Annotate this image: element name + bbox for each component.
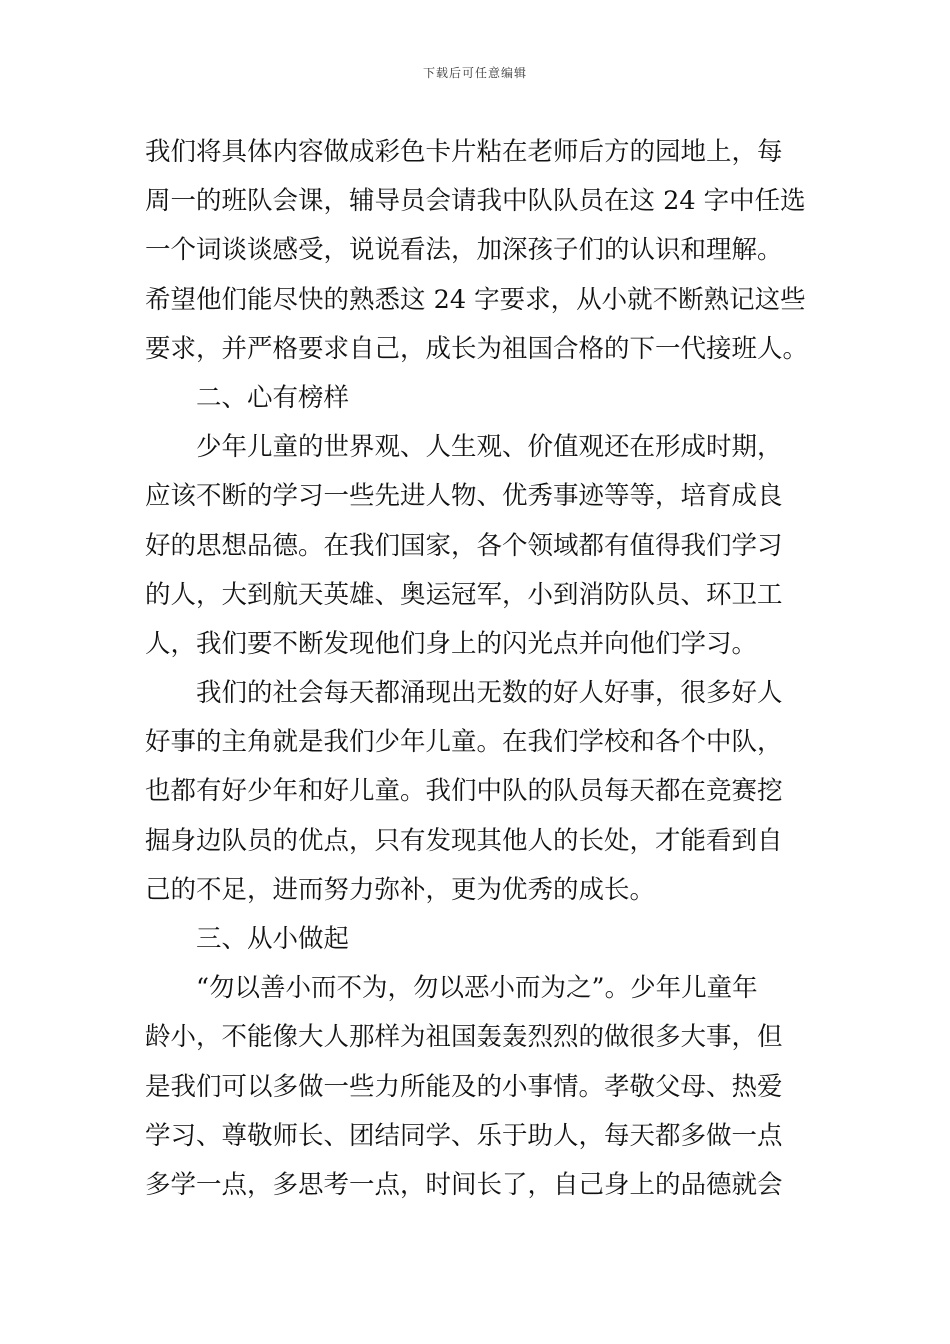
text-line: 掘身边队员的优点，只有发现其他人的长处，才能看到自 xyxy=(145,825,783,856)
text-line: 一个词谈谈感受，说说看法，加深孩子们的认识和理解。 xyxy=(145,235,783,266)
text-line: 人，我们要不断发现他们身上的闪光点并向他们学习。 xyxy=(145,628,758,659)
document-body xyxy=(145,128,815,1210)
text-line: 好事的主角就是我们少年儿童。在我们学校和各个中队， xyxy=(145,727,783,758)
paragraph-start-line: 我们的社会每天都涌现出无数的好人好事，很多好人 xyxy=(196,678,783,709)
text-line: 要求，并严格要求自己，成长为祖国合格的下一代接班人。 xyxy=(145,333,809,364)
text-line: 周一的班队会课，辅导员会请我中队队员在这 24 字中任选 xyxy=(145,186,806,217)
paragraph-start-line: 少年儿童的世界观、人生观、价值观还在形成时期， xyxy=(196,432,783,463)
text-line: 希望他们能尽快的熟悉这 24 字要求，从小就不断熟记这些 xyxy=(145,284,806,315)
text-line: 己的不足，进而努力弥补，更为优秀的成长。 xyxy=(145,874,656,905)
text-line: 我们将具体内容做成彩色卡片粘在老师后方的园地上，每 xyxy=(145,137,783,167)
text-line: 多学一点，多思考一点，时间长了，自己身上的品德就会 xyxy=(145,1169,783,1200)
paragraph-start-line: “勿以善小而不为，勿以恶小而为之”。少年儿童年 xyxy=(196,973,758,1004)
text-line: 也都有好少年和好儿童。我们中队的队员每天都在竞赛挖 xyxy=(145,776,783,807)
text-line: 龄小，不能像大人那样为祖国轰轰烈烈的做很多大事，但 xyxy=(145,1022,783,1053)
text-line: 是我们可以多做一些力所能及的小事情。孝敬父母、热爱 xyxy=(145,1071,783,1102)
text-line: 应该不断的学习一些先进人物、优秀事迹等等，培育成良 xyxy=(145,481,783,512)
text-line: 好的思想品德。在我们国家，各个领域都有值得我们学习 xyxy=(145,530,783,561)
section-heading: 二、心有榜样 xyxy=(196,382,350,413)
text-line: 的人，大到航天英雄、奥运冠军，小到消防队员、环卫工 xyxy=(145,579,783,610)
text-line: 学习、尊敬师长、团结同学、乐于助人，每天都多做一点 xyxy=(145,1120,783,1151)
page-header: 下载后可任意编辑 xyxy=(422,66,527,80)
section-heading: 三、从小做起 xyxy=(196,924,350,954)
